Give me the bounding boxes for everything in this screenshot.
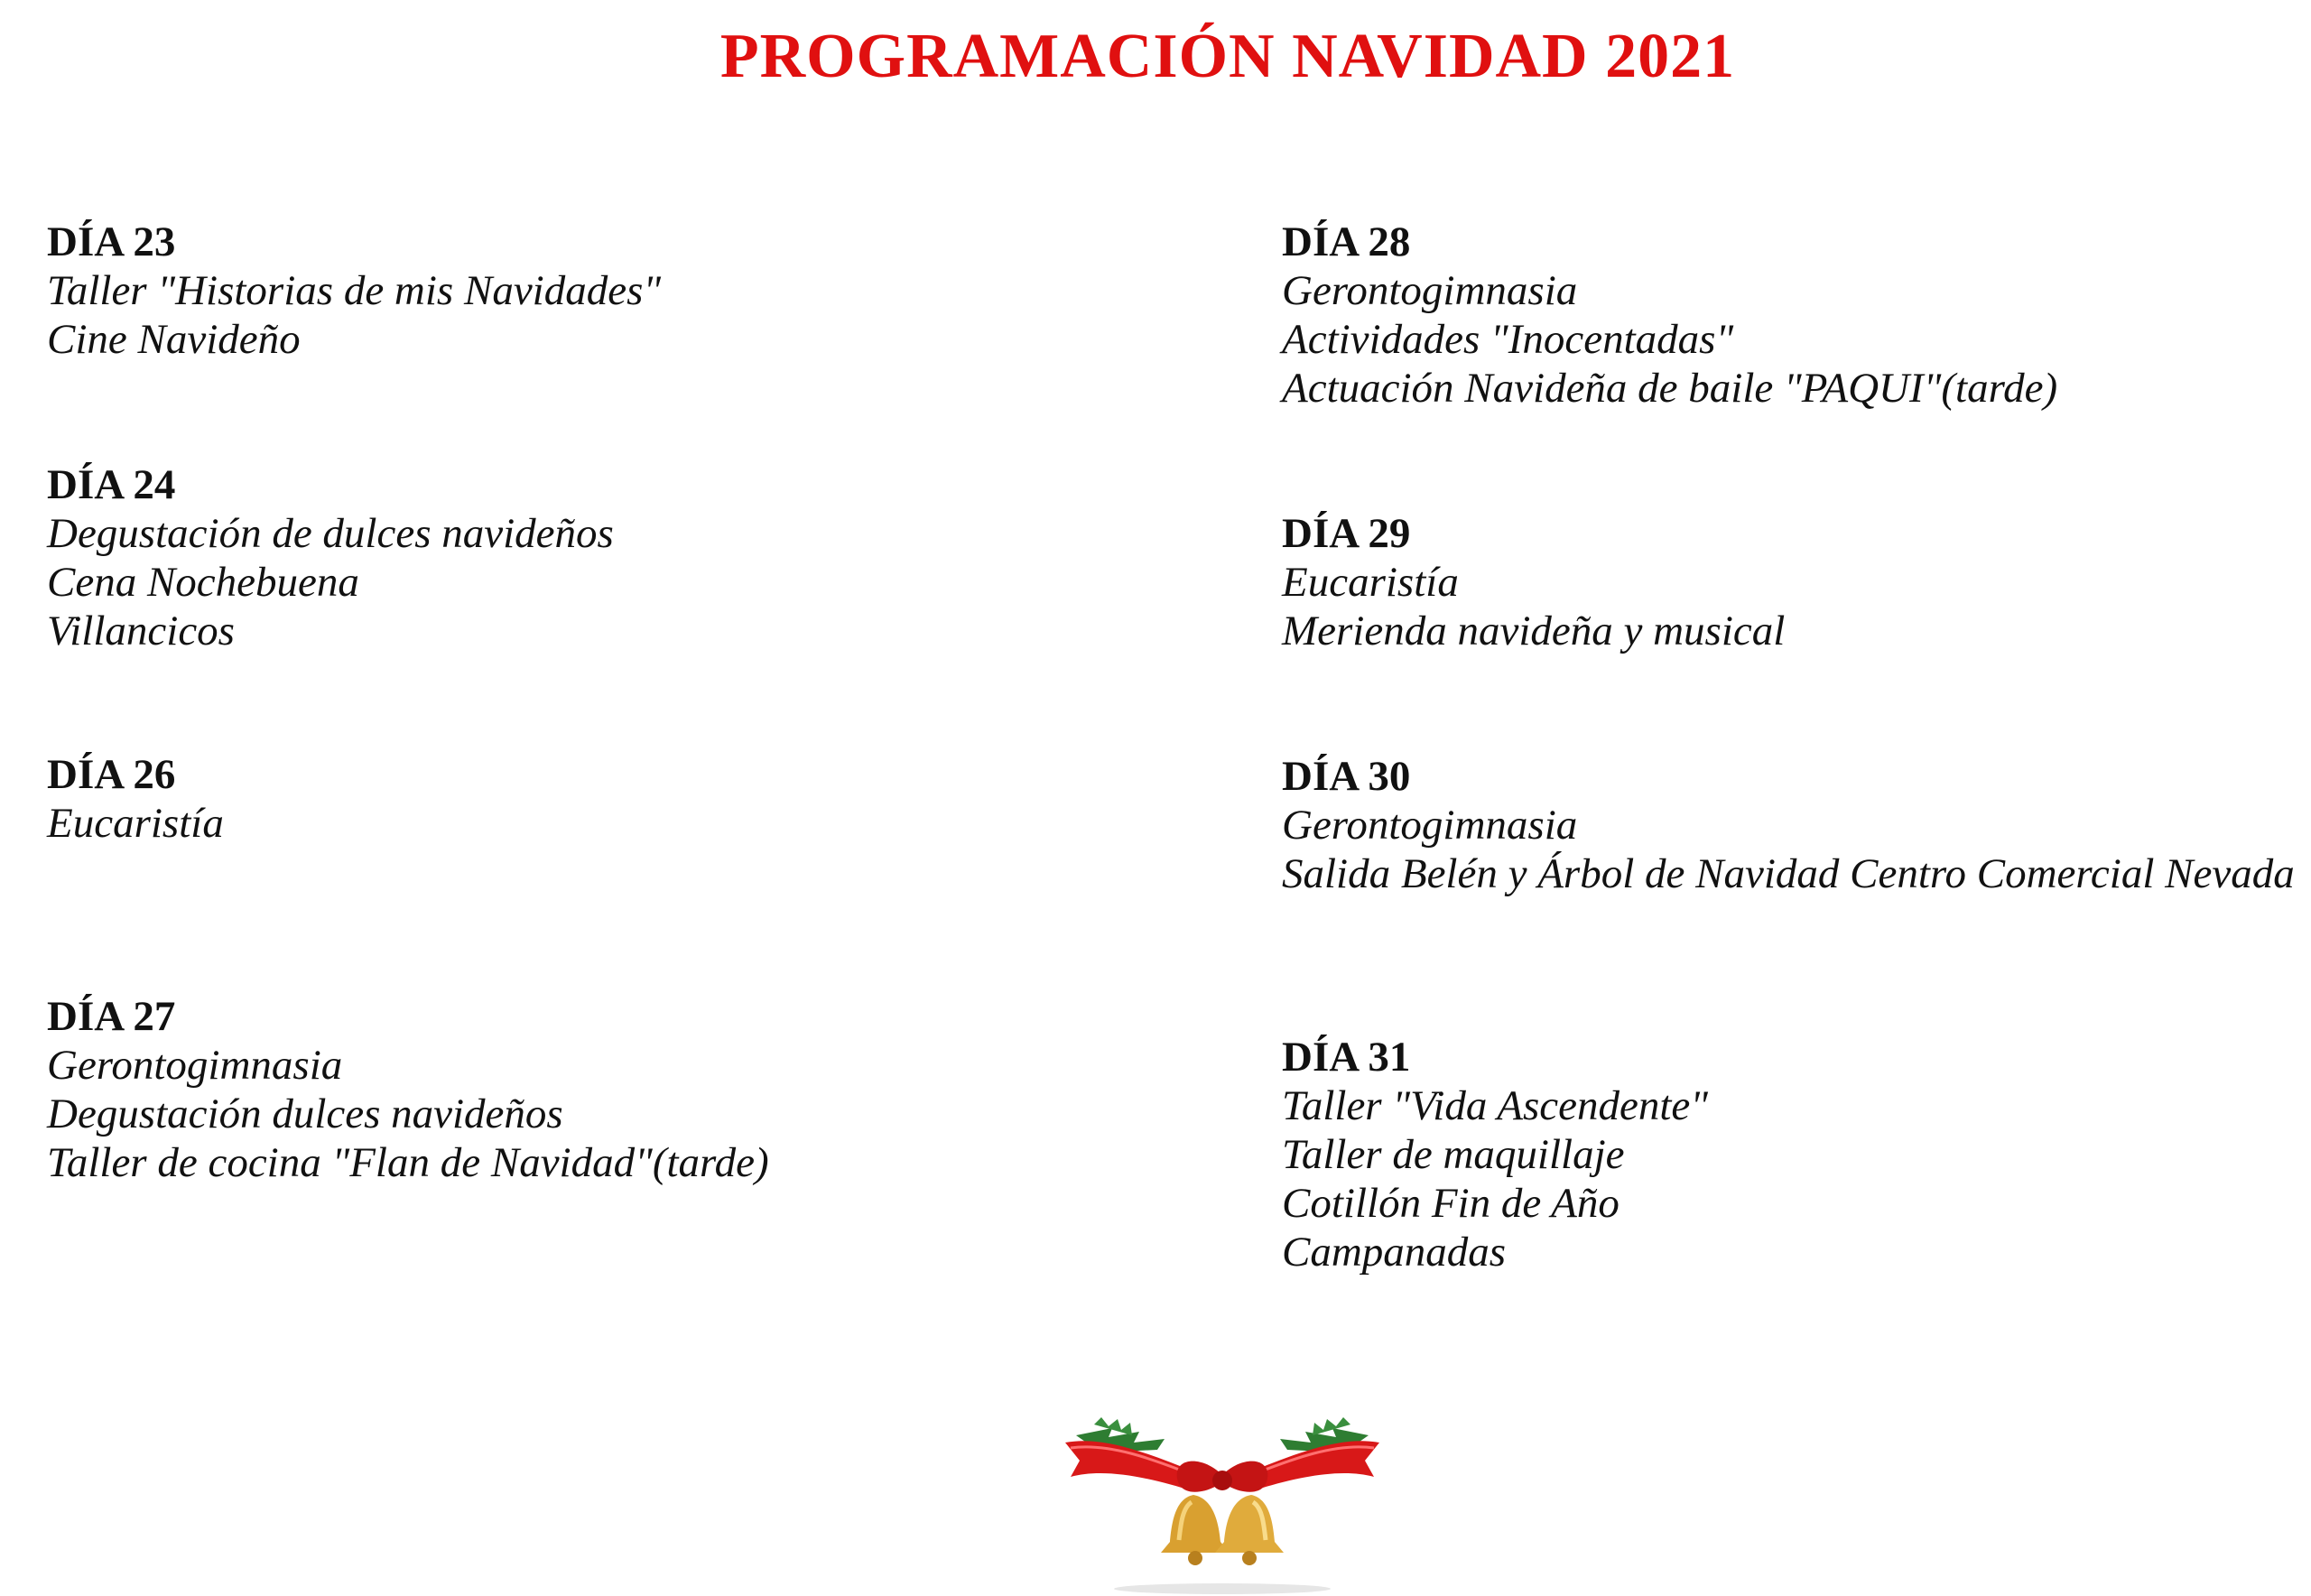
day-heading: DÍA 24 (47, 461, 176, 508)
activity-item: Degustación dulces navideños (47, 1090, 563, 1137)
bow (1177, 1461, 1268, 1492)
christmas-bells-icon (1058, 1408, 1387, 1596)
activity-item: Cena Nochebuena (47, 559, 359, 606)
ribbon-right (1251, 1441, 1379, 1491)
day-heading: DÍA 23 (47, 218, 176, 265)
day-block-24 (47, 460, 614, 655)
day-heading: DÍA 30 (1282, 753, 1411, 800)
activity-item: Villancicos (47, 608, 235, 654)
activity-item: Taller de maquillaje (1282, 1131, 1625, 1178)
day-block-23 (47, 218, 661, 364)
activity-item: Salida Belén y Árbol de Navidad Centro Comercial Nevada (1282, 850, 2295, 897)
day-block-26 (47, 750, 224, 848)
activity-item: Actividades "Inocentadas" (1282, 316, 1734, 363)
day-block-30 (1282, 752, 2311, 898)
activity-item: Actuación Navideña de baile "PAQUI"(tarde) (1282, 365, 2058, 412)
activity-item: Eucaristía (47, 800, 224, 847)
ribbon-left (1065, 1441, 1193, 1491)
day-block-31 (1282, 1033, 1708, 1276)
activity-item: Campanadas (1282, 1229, 1507, 1276)
bells (1161, 1495, 1284, 1565)
day-heading: DÍA 31 (1282, 1034, 1411, 1081)
day-heading: DÍA 29 (1282, 510, 1411, 557)
day-heading: DÍA 27 (47, 993, 176, 1040)
activity-item: Taller "Historias de mis Navidades" (47, 267, 662, 314)
day-heading: DÍA 28 (1282, 218, 1411, 265)
activity-item: Gerontogimnasia (47, 1042, 343, 1089)
activity-item: Eucaristía (1282, 559, 1459, 606)
activity-item: Merienda navideña y musical (1282, 608, 1786, 654)
activity-item: Cine Navideño (47, 316, 301, 363)
day-heading: DÍA 26 (47, 751, 176, 798)
activity-item: Degustación de dulces navideños (47, 510, 614, 557)
activity-item: Gerontogimnasia (1282, 267, 1578, 314)
page-title: PROGRAMACIÓN NAVIDAD 2021 (719, 22, 1736, 91)
day-block-29 (1282, 509, 1785, 655)
activity-item: Cotillón Fin de Año (1282, 1180, 1620, 1227)
day-block-28 (1282, 218, 2057, 413)
activity-item: Gerontogimnasia (1282, 802, 1578, 849)
day-block-27 (47, 992, 769, 1187)
activity-item: Taller "Vida Ascendente" (1282, 1082, 1708, 1129)
activity-item: Taller de cocina "Flan de Navidad"(tarde) (47, 1139, 769, 1186)
